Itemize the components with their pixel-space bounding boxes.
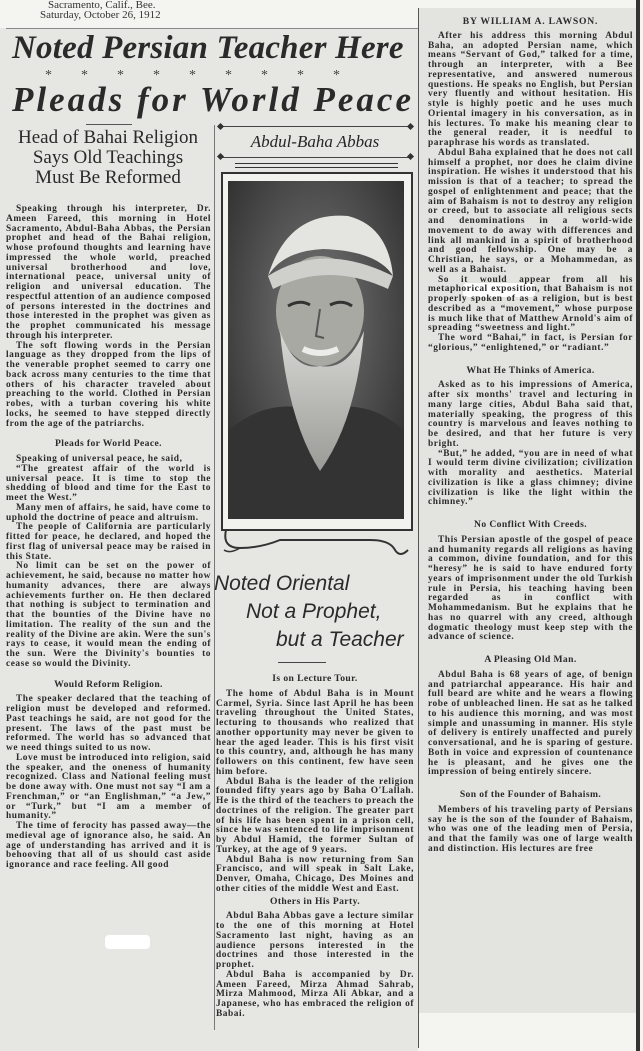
paragraph: Members of his traveling party of Persians say he is the son of the founder of Bahaism, who was one of the leading men of Persia, and that the family was one of large wealth and distinction. His lectures are free [428,804,633,854]
article-section [428,520,633,643]
middle-column [216,672,414,1020]
paragraph: No limit can be set on the power of achievement, he said, because no matter how humanity advances, there are always achievements further on. He then declared that nothing is subject to termination and that the bounties of the Divine have no limitation. The reality of the sun and the reality of the Divine are akin. Were the sun's rays to cease, it would mean the ending of the sun. Were the Divinity's bounties to cease so would the Divinity. [6,561,211,669]
issue-date: Saturday, October 26, 1912 [40,9,161,21]
portrait-photo [228,181,404,519]
column-rule [418,8,419,1048]
subhead-rule [278,662,326,663]
paragraph: This Persian apostle of the gospel of peace and humanity regards all religions as having a common, divine foundation, and for this “heresy” he is said to have endured forty years of imprisonment under the old Turkish rule in Persia, his teaching having been regarded as in conflict with Mohammedanism. But he explains that he has no quarrel with any creed, although dogmatic theology must keep step with the advance of science. [428,534,633,643]
deck [6,128,210,188]
paragraph: The time of ferocity has passed away—the medieval age of ignorance also, he said. An age of understanding has arrived and it is behooving that all of us should cast aside ignorance and race feeling. All good [6,821,211,870]
article-section [6,680,211,871]
photo-caption-box [220,126,410,158]
redaction-mark [105,935,150,949]
deck-line: Says Old Teachings [32,147,184,168]
right-column [428,17,633,855]
paragraph: Asked as to his impressions of America, after six months' travel and lecturing in many large cities, Abdul Baha said that, materially speaking, the progress of this country is marvelous and leaves nothing to be desired, and that her future is very bright. [428,380,633,449]
paragraph: The home of Abdul Baha is in Mount Carmel, Syria. Since last April he has been traveling throughout the United States, lecturing to thousands who realized that another opportunity may never be given to hear the aged leader. This is his first visit to this country, and, although he has many followers on this continent, few have seen him before. [216,688,414,777]
left-column [6,205,211,871]
top-rule [6,28,418,29]
paragraph: Abdul Baha is the leader of the religion founded fifty years ago by Baha O'Lallah. He is the third of the teachers to preach the doctrines of the religion. The greater part of his life has been spent in a prison cell, since he was sentenced to life imprisonment by Abdul Hamid, the former Sultan of Turkey, at the age of 9 years. [216,776,414,855]
section-heading: No Conflict With Creeds. [474,519,587,530]
photo-caption: Abdul-Baha Abbas [250,132,380,151]
article-section [428,32,633,354]
subhead-line: Noted Oriental [214,572,350,595]
article-section [216,674,414,895]
subhead-line: Not a Prophet, [246,600,382,623]
paragraph: Speaking of universal peace, he said, [16,454,183,464]
section-heading: A Pleasing Old Man. [484,654,577,665]
paragraph: The soft flowing words in the Persian language as they dropped from the lips of the venerable prophet seemed to carry one back across many centuries to the time that others of his character traveled about preaching to the world. Clothed in Persian robes, with a turban covering his white locks, he seemed to have stepped directly from the age of the patriarchs. [6,340,211,429]
section-heading: Would Reform Religion. [54,678,163,690]
paragraph: “The greatest affair of the world is universal peace. It is time to stop the shedding of blood and time for the East to meet the West.” [6,463,211,503]
paragraph: Speaking through his interpreter, Dr. Ameen Fareed, this morning in Hotel Sacramento, Abdul-Baha Abbas, the Persian prophet and head of the Bahai religion, whose profound thoughts and learning have impressed the whole world, preached universal brotherhood and love, international peace, universal unity of religion and universal education. The respectful attention of an audience composed of persons interested in the doctrines and those interested in the prophet was given as the prophet communicated his message through his interpreter. [6,204,211,341]
headline-line-2: Pleads for World Peace [12,80,415,119]
byline: BY WILLIAM A. LAWSON. [462,16,599,27]
deck-line: Must Be Reformed [35,167,181,188]
article-section [6,439,211,669]
subhead-line: but a Teacher [276,628,404,651]
paragraph: Many men of affairs, he said, have come to uphold the doctrine of peace and altruism. [6,502,211,523]
section-heading: Pleads for World Peace. [55,438,162,450]
frame-rule [235,167,398,168]
deck-rule [86,124,132,125]
headline-stars: ********* [45,68,369,83]
paragraph: So it would appear from all his metaphorical exposition, that Bahaism is not properly spoken of as a religion, but is best described as a “movement,” whose purpose is much like that of Matthew Arnold's aim of spreading “sweetness and light.” [428,274,633,334]
article-section [428,655,633,778]
paragraph: Abdul Baha is accompanied by Dr. Ameen Fareed, Mirza Ahmad Sahrab, Mirza Mahmood, Mirza Ali Abkar, and a Japanese, who has embraced the religion of Babai. [216,969,414,1019]
masthead [40,0,161,20]
section-heading: Son of the Founder of Bahaism. [459,789,602,800]
paper-name: Sacramento, Calif., Bee. [48,0,156,11]
paragraph: Abdul Baha is now returning from San Francisco, and will speak in Salt Lake, Denver, Omaha, Chicago, Des Moines and other cities of the middle West and East. [216,854,414,894]
decorative-flourish [220,520,412,560]
headline-line-1: Noted Persian Teacher Here [12,30,404,66]
paragraph: The people of California are particularly fitted for peace, he declared, and hoped the first flag of universal peace may be raised in this State. [6,522,211,562]
portrait-frame [221,172,413,531]
paragraph: Abdul Baha explained that he does not call himself a prophet, nor does he claim divine inspiration. He wishes it understood that his mission is that of a teacher; to spread the gospel of enlightenment and peace; that the aim of Bahaism is not to destroy any religion or creed, but to associate all religious sects and denominations in a world-wide movement to do away with differences and link all mankind in a spirit of brotherhood and good fellowship. One may be a Christian, he says, or a Mohammedan, as well as a Bahaist. [428,147,633,275]
article-section [6,205,211,429]
paragraph: The word “Bahai,” in fact, is Persian for “glorious,” “enlightened,” or “radiant.” [428,333,633,353]
article-section [216,897,414,1020]
frame-rule [235,163,398,164]
paragraph: The speaker declared that the teaching of religion must be developed and reformed. Past teachings he said, are not good for the present. The laws of the past must be reformed. The world has so advanced that we need things suited to us now. [6,694,211,753]
paragraph: After his address this morning Abdul Baha, an adopted Persian name, which means “Servant of God,” talked for a time, through an interpreter, with a Bee representative, and answered numerous questions. He speaks no English, but Persian very fluently and without hesitation. His style is highly poetic and he uses much Oriental imagery in his conversation, as in his lectures. To make his meaning clear to the general reader, it is needful to paraphrase his words as translated. [428,30,633,148]
paragraph: Abdul Baha is 68 years of age, of benign and patriarchal appearance. His hair and full beard are white and he wears a flowing robe of unbleached linen. He sat as he talked to his audience this morning, and was most simple and unassuming in manner. His style of delivery is entirely unaffected and purely conversational, and he is sparing of gesture. Both in voice and expression of countenance he is pleasant, and he gives one the impression of being entirely sincere. [428,669,633,778]
paragraph: Abdul Baha Abbas gave a lecture similar to the one of this morning at Hotel Sacramento last night, having as an audience persons interested in the doctrines and those interested in the prophet. [216,911,414,970]
paragraph: “But,” he added, “you are in need of what I would term divine civilization; civilization with morality and aesthetics. Material civilization is like a glass chimney; divine civilization is like the light within the chimney.” [428,448,633,508]
section-heading: What He Thinks of America. [466,364,595,376]
deck-line: Head of Bahai Religion [18,127,198,148]
section-heading: Is on Lecture Tour. [272,673,358,684]
section-heading: Others in His Party. [269,895,361,907]
scan-edge [636,0,640,1051]
article-section [428,366,633,509]
paragraph: Love must be introduced into religion, said the speaker, and the oneness of humanity recognized. Class and National feeling must be done away with. One must not say “I am a Frenchman,” or “an Englishman,” “a Jew,” or “Turk,” but “I am a member of humanity.” [6,752,211,822]
article-section [428,790,633,855]
